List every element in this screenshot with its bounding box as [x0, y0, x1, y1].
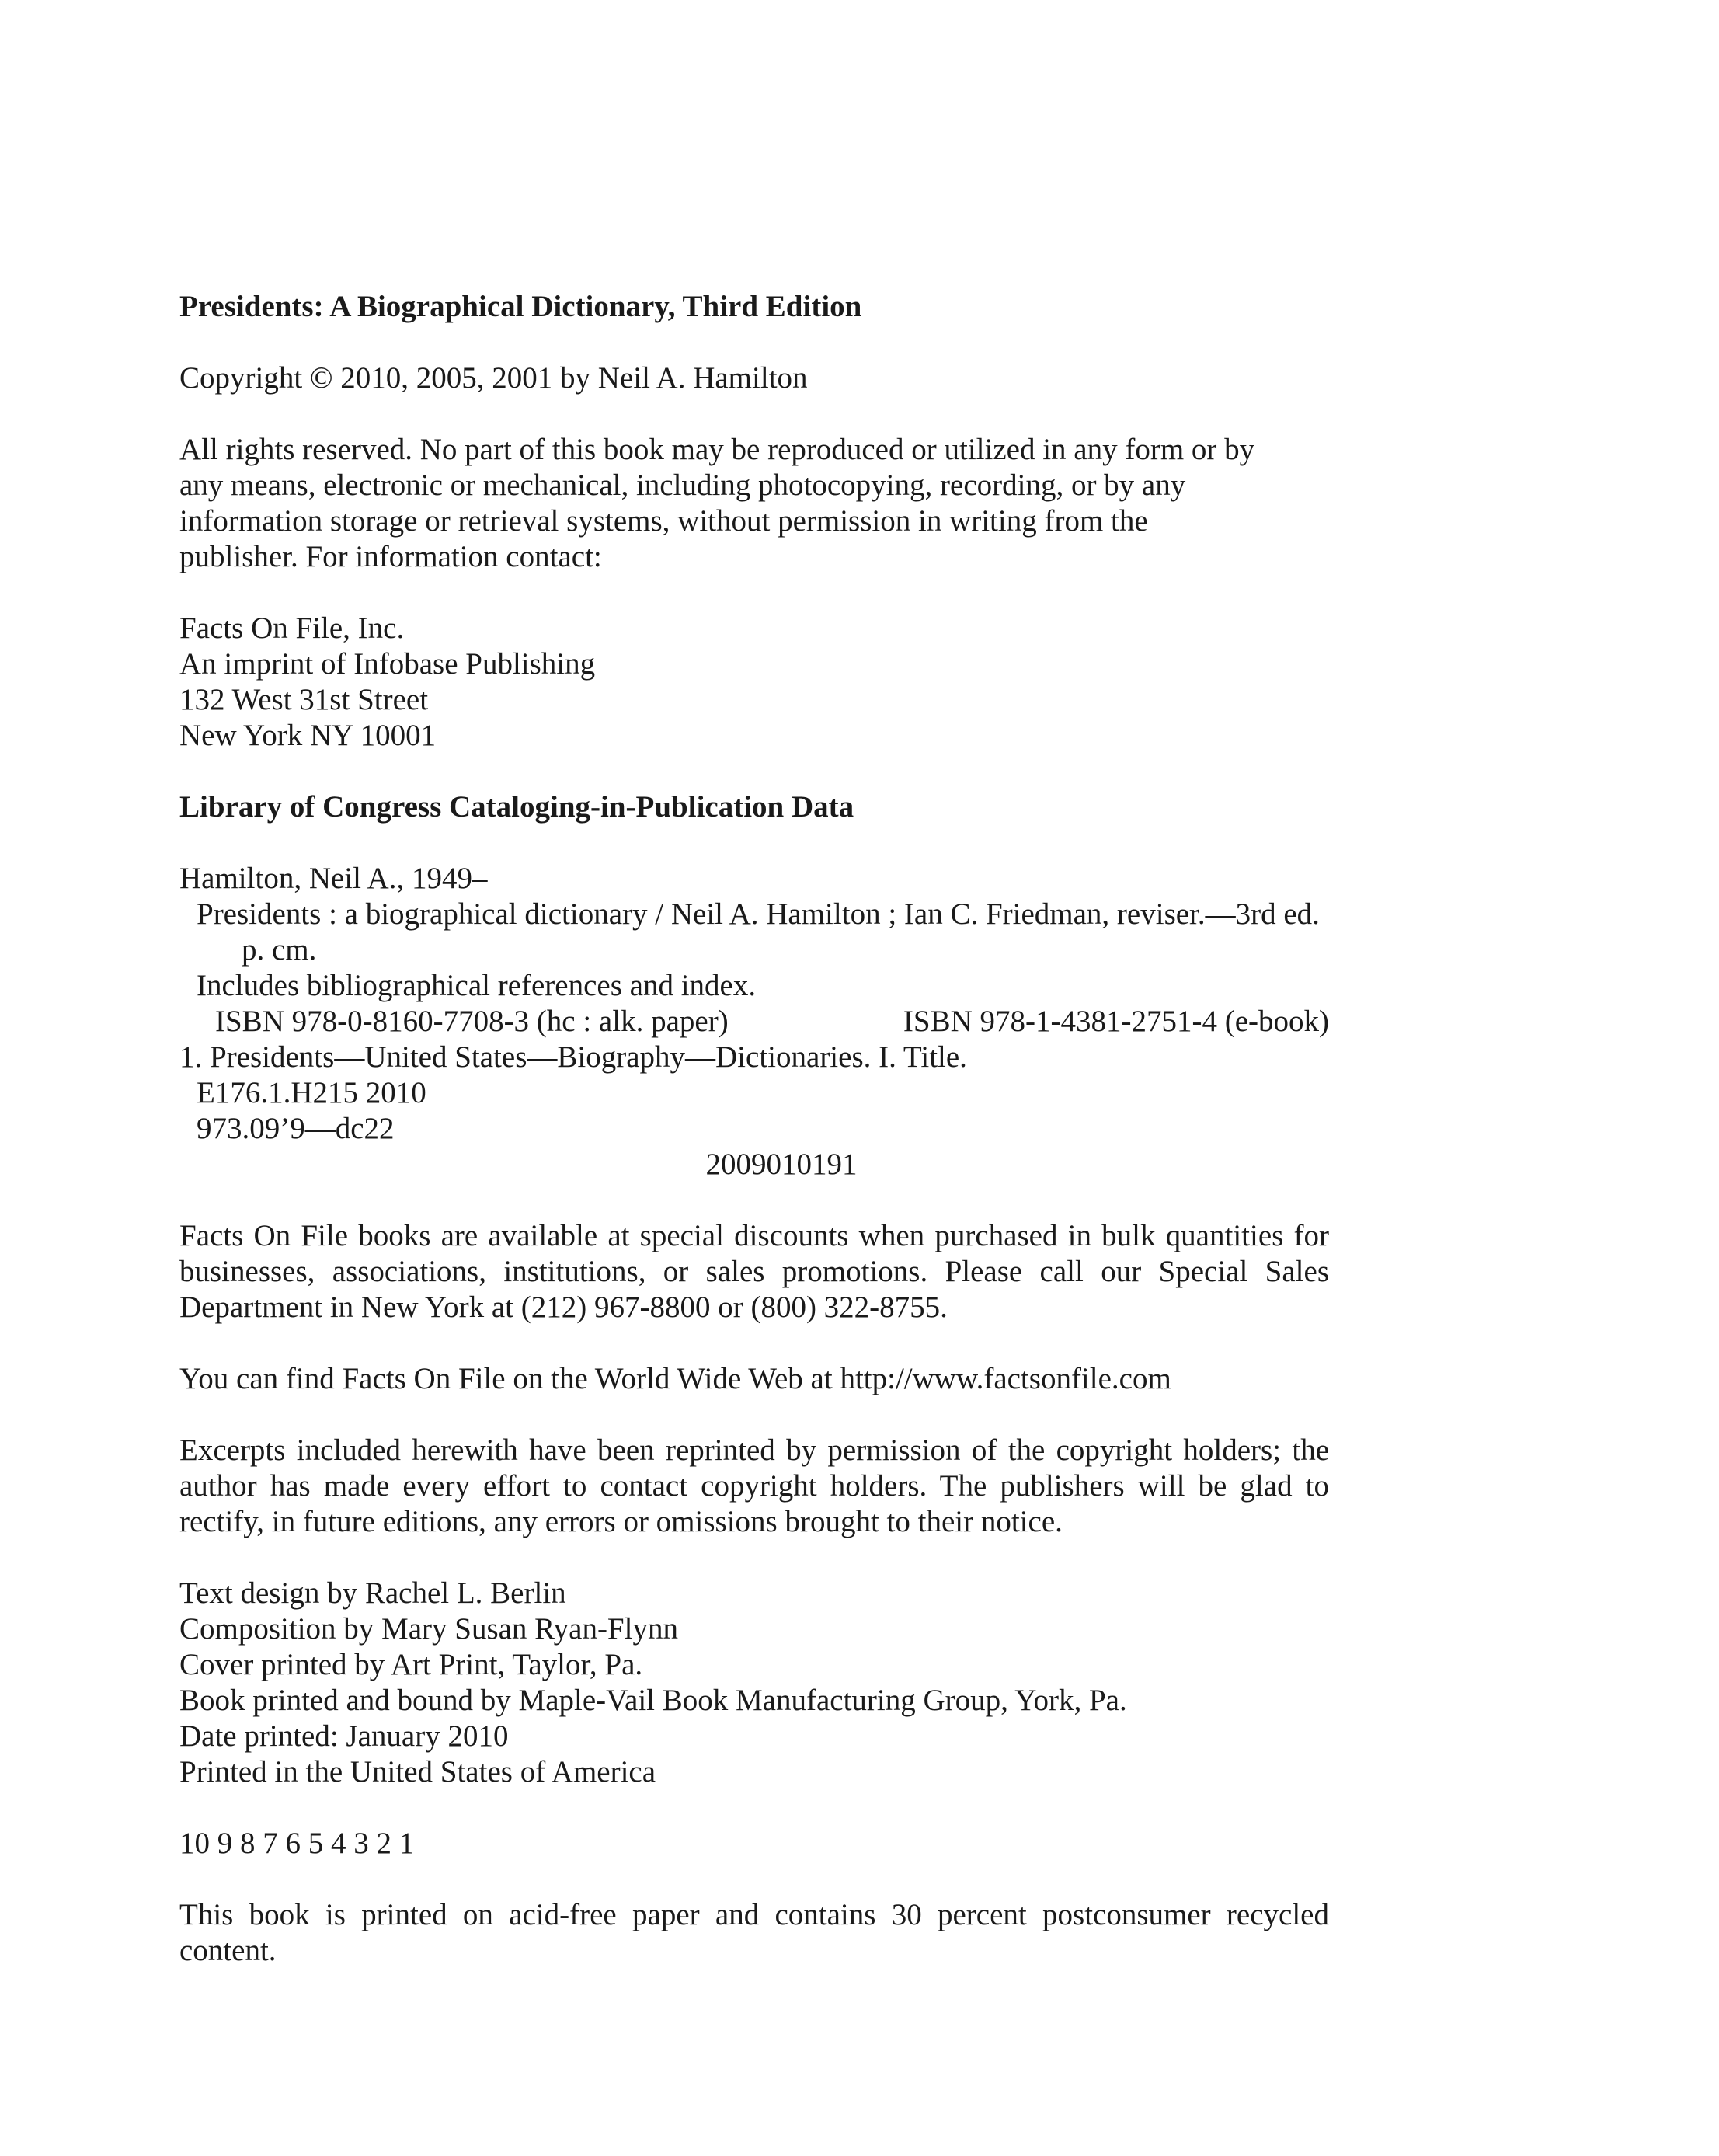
credit-line: Cover printed by Art Print, Taylor, Pa. [179, 1648, 643, 1681]
excerpts-line: Excerpts included herewith have been reprinted by permission of the copyright holders; the [179, 1433, 1329, 1467]
cip-title-line: Presidents : a biographical dictionary / Neil A. Hamilton ; Ian C. Friedman, reviser.—3rd ed. [197, 897, 1320, 931]
book-title: Presidents: A Biographical Dictionary, Third Edition [179, 290, 862, 323]
web-line: You can find Facts On File on the World Wide Web at http://www.factsonfile.com [179, 1362, 1171, 1395]
cip-lccn: 2009010191 [705, 1148, 858, 1181]
web-paragraph [179, 1361, 1329, 1397]
rights-line: All rights reserved. No part of this book may be reproduced or utilized in any form or by [179, 433, 1255, 466]
book-title-block [179, 289, 1329, 325]
special-sales-paragraph [179, 1218, 1329, 1325]
rights-line: any means, electronic or mechanical, including photocopying, recording, or by any [179, 468, 1186, 502]
cip-pages: p. cm. [242, 933, 317, 967]
credit-line: Printed in the United States of America [179, 1755, 656, 1789]
cip-author: Hamilton, Neil A., 1949– [179, 862, 488, 895]
publisher-line: An imprint of Infobase Publishing [179, 647, 596, 681]
publisher-line: Facts On File, Inc. [179, 611, 405, 645]
rights-line: publisher. For information contact: [179, 540, 602, 573]
paper-note-paragraph [179, 1897, 1329, 1969]
publisher-line: 132 West 31st Street [179, 683, 429, 716]
cip-isbn-hc: ISBN 978-0-8160-7708-3 (hc : alk. paper) [215, 1005, 729, 1038]
credits-block [179, 1576, 1329, 1790]
paper-note-line: This book is printed on acid-free paper and contains 30 percent postconsumer recycled [179, 1898, 1329, 1931]
cip-isbn-row [179, 1004, 1329, 1040]
special-sales-line: Facts On File books are available at special discounts when purchased in bulk quantities for [179, 1219, 1329, 1252]
cip-lc-class: E176.1.H215 2010 [197, 1076, 426, 1109]
publisher-line: New York NY 10001 [179, 719, 437, 752]
printing-line-block [179, 1826, 1329, 1862]
credit-line: Date printed: January 2010 [179, 1719, 509, 1753]
cip-includes: Includes bibliographical references and index. [197, 969, 757, 1002]
special-sales-line: Department in New York at (212) 967-8800 or (800) 322-8755. [179, 1290, 948, 1324]
credit-line: Composition by Mary Susan Ryan-Flynn [179, 1612, 678, 1646]
cip-record [179, 861, 1329, 1182]
printing-line: 10 9 8 7 6 5 4 3 2 1 [179, 1827, 415, 1860]
special-sales-line: businesses, associations, institutions, or sales promotions. Please call our Special Sales [179, 1255, 1329, 1288]
cip-heading-block [179, 789, 1329, 825]
copyright-page [179, 289, 1329, 2004]
rights-paragraph [179, 432, 1329, 575]
cip-isbn-ebook: ISBN 978-1-4381-2751-4 (e-book) [903, 1005, 1329, 1038]
cip-heading: Library of Congress Cataloging-in-Publication Data [179, 790, 854, 824]
publisher-address [179, 611, 1329, 754]
excerpts-paragraph [179, 1433, 1329, 1540]
paper-note-line: content. [179, 1934, 277, 1967]
copyright-line: Copyright © 2010, 2005, 2001 by Neil A. Hamilton [179, 361, 808, 395]
excerpts-line: author has made every effort to contact copyright holders. The publishers will be glad to [179, 1469, 1329, 1503]
cip-subjects: 1. Presidents—United States—Biography—Dictionaries. I. Title. [179, 1040, 967, 1074]
cip-dewey: 973.09’9—dc22 [197, 1112, 395, 1145]
copyright-block [179, 360, 1329, 396]
credit-line: Text design by Rachel L. Berlin [179, 1576, 566, 1610]
rights-line: information storage or retrieval systems, without permission in writing from the [179, 504, 1148, 538]
credit-line: Book printed and bound by Maple-Vail Book Manufacturing Group, York, Pa. [179, 1684, 1127, 1717]
excerpts-line: rectify, in future editions, any errors or omissions brought to their notice. [179, 1505, 1063, 1538]
